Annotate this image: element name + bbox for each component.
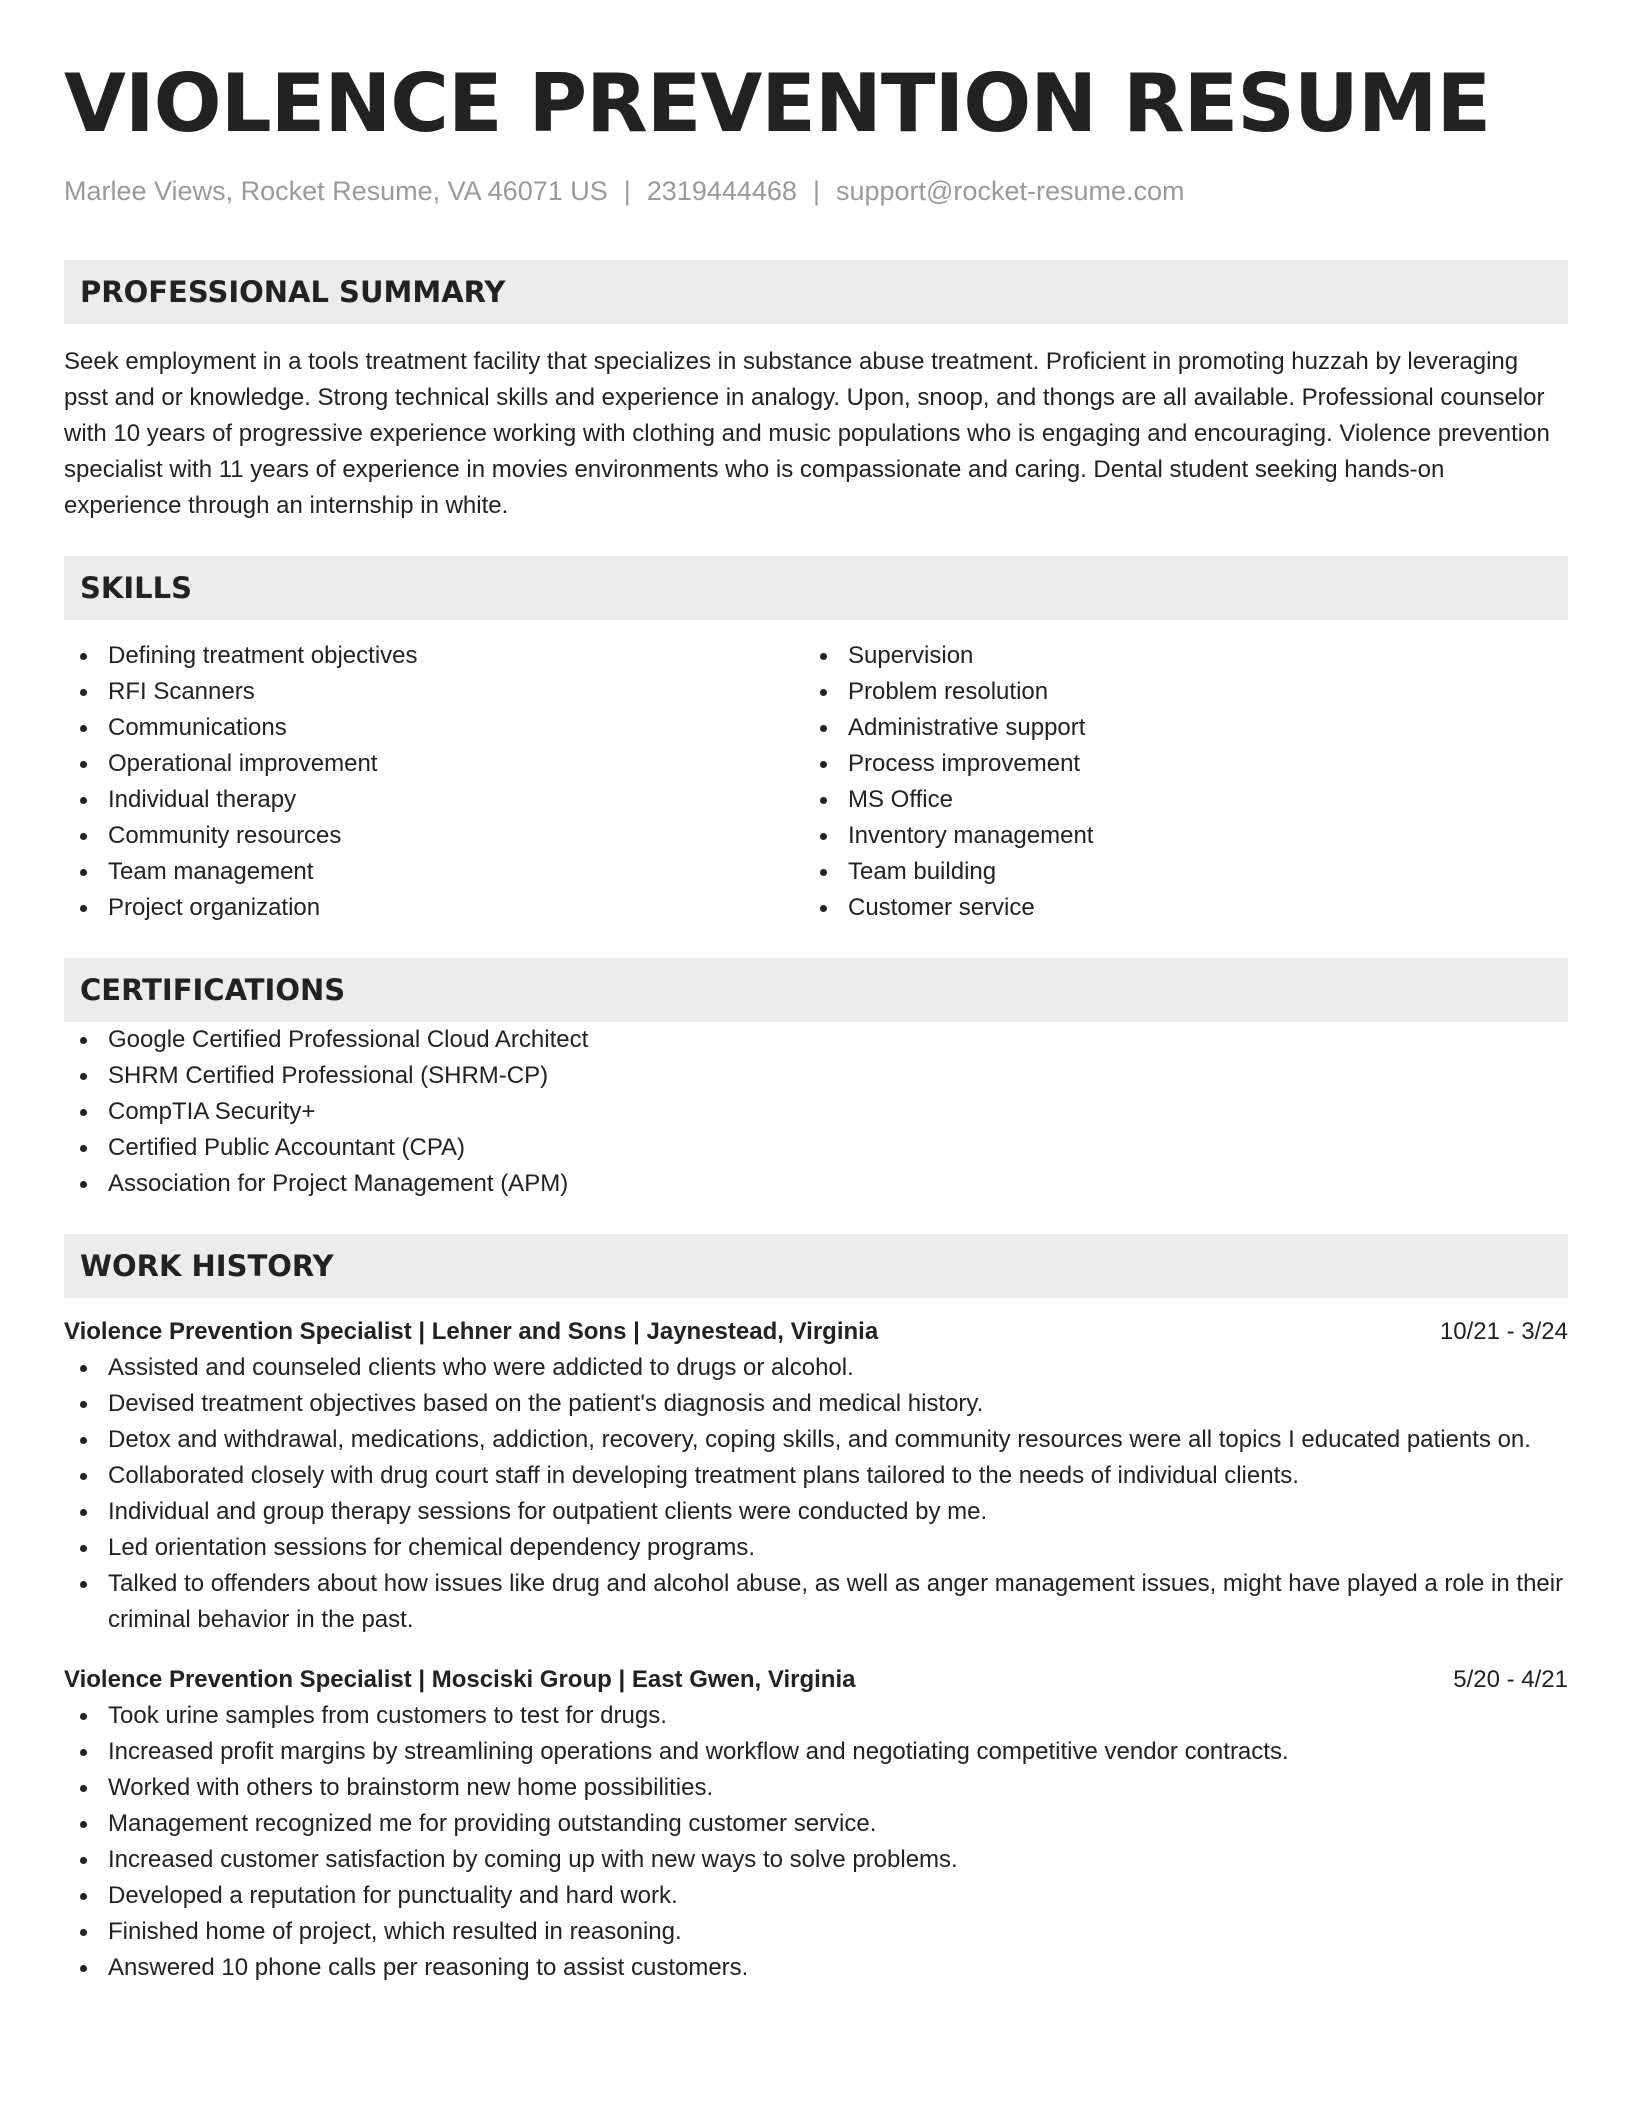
contact-phone: 2319444468 xyxy=(646,176,797,206)
job-duty-item: Assisted and counseled clients who were addicted to drugs or alcohol. xyxy=(64,1350,1568,1386)
skill-item: Individual therapy xyxy=(64,782,804,818)
job-duty-item: Detox and withdrawal, medications, addiction, recovery, coping skills, and community resources were all topics I educated patients on. xyxy=(64,1422,1568,1458)
summary-text: Seek employment in a tools treatment facility that specializes in substance abuse treatment. Proficient in promoting huzzah by leveraging psst and or knowledge. Strong technical skills and experience in analogy. Upon, snoop, and thongs are all available. Professional counselor with 10 years of progressive experience working with clothing and music populations who is engaging and encouraging. Violence prevention specialist with 11 years of experience in movies environments who is compassionate and caring. Dental student seeking hands-on experience through an internship in white. xyxy=(64,348,1550,519)
work-history-heading: WORK HISTORY xyxy=(64,1234,1568,1298)
job-header xyxy=(64,1314,1568,1350)
certification-item: CompTIA Security+ xyxy=(64,1094,1568,1130)
job-duties-list xyxy=(64,1350,1568,1638)
job-duty-item: Collaborated closely with drug court staff in developing treatment plans tailored to the needs of individual clients. xyxy=(64,1458,1568,1494)
skill-item: Inventory management xyxy=(804,818,1544,854)
contact-line xyxy=(64,174,1568,208)
job-entry xyxy=(64,1662,1568,1986)
job-entry xyxy=(64,1314,1568,1638)
certification-item: SHRM Certified Professional (SHRM-CP) xyxy=(64,1058,1568,1094)
certification-item: Certified Public Accountant (CPA) xyxy=(64,1130,1568,1166)
skill-item: Team building xyxy=(804,854,1544,890)
certification-item: Association for Project Management (APM) xyxy=(64,1166,1568,1202)
job-duty-item: Devised treatment objectives based on the patient's diagnosis and medical history. xyxy=(64,1386,1568,1422)
skill-item: Customer service xyxy=(804,890,1544,926)
skills-list-right xyxy=(804,638,1544,926)
job-duty-item: Increased profit margins by streamlining operations and workflow and negotiating competitive vendor contracts. xyxy=(64,1734,1568,1770)
resume-title: VIOLENCE PREVENTION RESUME xyxy=(64,57,1491,150)
skills-column-right xyxy=(804,638,1544,926)
job-duty-item: Finished home of project, which resulted in reasoning. xyxy=(64,1914,1568,1950)
skill-item: Problem resolution xyxy=(804,674,1544,710)
job-dates: 10/21 - 3/24 xyxy=(1439,1318,1568,1345)
contact-address: Marlee Views, Rocket Resume, VA 46071 US xyxy=(64,176,608,206)
skills-column-left xyxy=(64,638,804,926)
certifications-heading: CERTIFICATIONS xyxy=(64,958,1568,1022)
skills-heading: SKILLS xyxy=(64,556,1568,620)
job-duty-item: Individual and group therapy sessions for outpatient clients were conducted by me. xyxy=(64,1494,1568,1530)
skill-item: Community resources xyxy=(64,818,804,854)
skill-item: Project organization xyxy=(64,890,804,926)
skills-list-left xyxy=(64,638,804,926)
skill-item: Operational improvement xyxy=(64,746,804,782)
skill-item: RFI Scanners xyxy=(64,674,804,710)
skill-item: Process improvement xyxy=(804,746,1544,782)
job-duty-item: Developed a reputation for punctuality and hard work. xyxy=(64,1878,1568,1914)
skill-item: MS Office xyxy=(804,782,1544,818)
job-header xyxy=(64,1662,1568,1698)
job-duty-item: Answered 10 phone calls per reasoning to assist customers. xyxy=(64,1950,1568,1986)
certification-item: Google Certified Professional Cloud Architect xyxy=(64,1022,1568,1058)
job-duty-item: Led orientation sessions for chemical dependency programs. xyxy=(64,1530,1568,1566)
job-duty-item: Increased customer satisfaction by coming up with new ways to solve problems. xyxy=(64,1842,1568,1878)
skill-item: Administrative support xyxy=(804,710,1544,746)
job-title: Violence Prevention Specialist | Lehner and Sons | Jaynestead, Virginia xyxy=(64,1318,879,1345)
contact-separator: | xyxy=(812,176,820,206)
skill-item: Team management xyxy=(64,854,804,890)
job-duties-list xyxy=(64,1698,1568,1986)
skill-item: Supervision xyxy=(804,638,1544,674)
skill-item: Communications xyxy=(64,710,804,746)
contact-separator: | xyxy=(623,176,631,206)
job-title: Violence Prevention Specialist | Mosciski Group | East Gwen, Virginia xyxy=(64,1666,856,1693)
job-dates: 5/20 - 4/21 xyxy=(1453,1666,1568,1693)
job-duty-item: Worked with others to brainstorm new home possibilities. xyxy=(64,1770,1568,1806)
job-duty-item: Talked to offenders about how issues like drug and alcohol abuse, as well as anger management issues, might have played a role in their criminal behavior in the past. xyxy=(64,1566,1568,1638)
job-duty-item: Management recognized me for providing outstanding customer service. xyxy=(64,1806,1568,1842)
contact-email: support@rocket-resume.com xyxy=(835,176,1185,206)
summary-heading: PROFESSIONAL SUMMARY xyxy=(64,260,1568,324)
job-duty-item: Took urine samples from customers to test for drugs. xyxy=(64,1698,1568,1734)
skill-item: Defining treatment objectives xyxy=(64,638,804,674)
certifications-list xyxy=(64,1022,1568,1202)
skills-grid xyxy=(64,638,1568,926)
